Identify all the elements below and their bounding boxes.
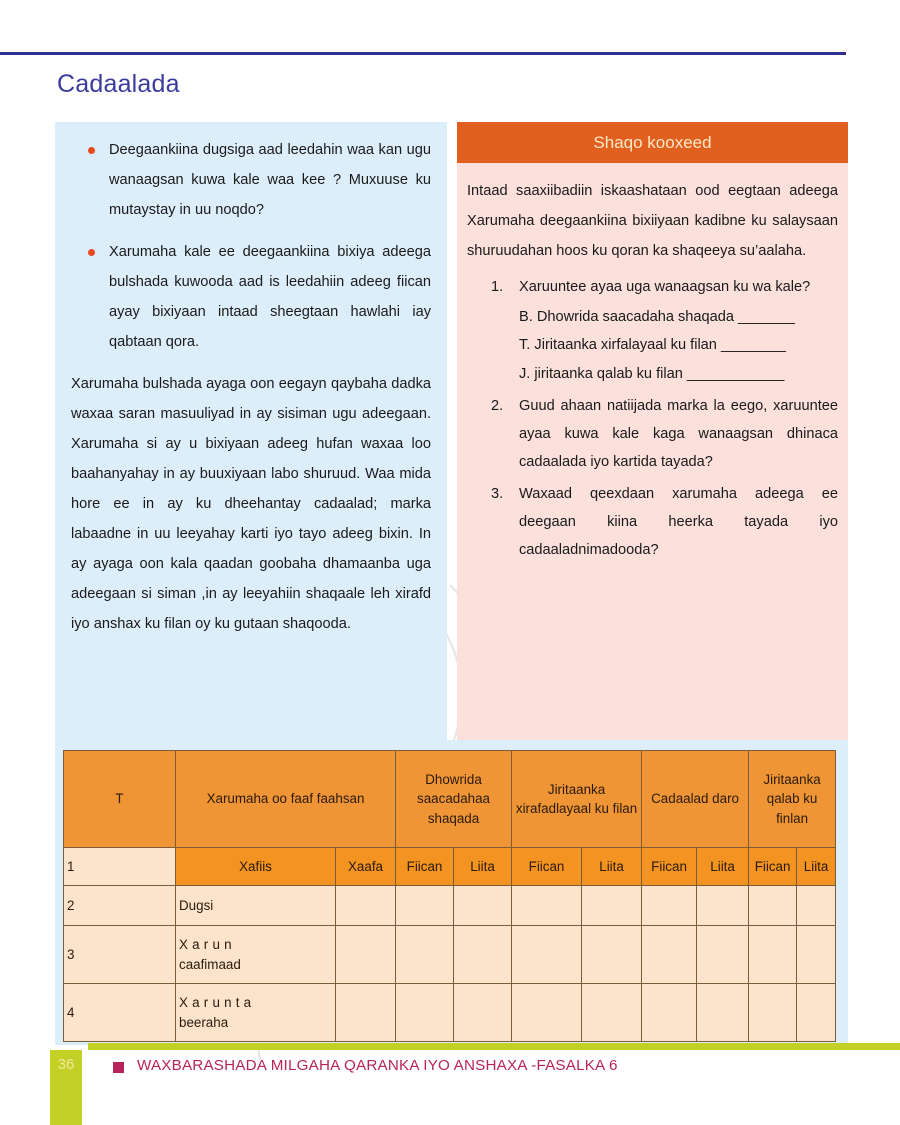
table-input-cell[interactable] bbox=[697, 926, 749, 984]
group-work-header: Shaqo kooxeed bbox=[457, 122, 848, 163]
table-input-cell[interactable] bbox=[797, 886, 836, 926]
row-index: 4 bbox=[64, 984, 176, 1042]
option-item: B. Dhowrida saacadaha shaqada _______ bbox=[519, 308, 795, 325]
evaluation-table-wrapper bbox=[63, 750, 835, 1042]
table-input-cell[interactable] bbox=[454, 886, 512, 926]
question-number: 3. bbox=[491, 486, 504, 503]
list-item bbox=[467, 273, 838, 388]
left-body-paragraph: Xarumaha bulshada ayaga oon eegayn qaybaha dadka waxaa saran masuuliyad in ay sisiman ugu adeegaan. Xarumaha si ay u bixiyaan adeeg hufan waxaa loo baahanyahay in ay buuxiyaan labo shuruud. Waa mida hore ee in ay ku dheehantay cadaalad; marka labaadne in uu leeyahay karti iyo tayo adeeg bixin. In ay ayaga oon kala qaadan goobaha dhamaanba uga adeegaan si siman ,in ay leeyahiin shaqaale leh xirafd iyo anshax ku filan oy ku gutaan shaqooda. bbox=[71, 376, 431, 632]
footer-square-icon bbox=[113, 1062, 124, 1073]
table-header-cell: Jiritaanka xirafadlayaal ku filan bbox=[512, 751, 642, 848]
table-input-cell[interactable] bbox=[336, 926, 396, 984]
row-label-line2: beeraha bbox=[179, 1014, 229, 1030]
table-input-cell[interactable] bbox=[454, 984, 512, 1042]
table-input-cell[interactable] bbox=[749, 926, 797, 984]
row-label-line2: caafimaad bbox=[179, 956, 241, 972]
table-subheader-cell: Fiican bbox=[512, 848, 582, 886]
row-index: 1 bbox=[64, 848, 176, 886]
table-input-cell[interactable] bbox=[642, 926, 697, 984]
group-work-intro: Intaad saaxiibadiin iskaashataan ood eegtaan adeega Xarumaha deegaankiina bixiiyaan kadibne ku salaysaan shuruudahan hoos ku qoran ka shaqeeya su’aalaha. bbox=[467, 183, 838, 259]
table-input-cell[interactable] bbox=[396, 886, 454, 926]
question-options bbox=[519, 303, 838, 388]
row-label-line1: Xarun bbox=[179, 937, 236, 953]
question-number: 2. bbox=[491, 398, 504, 415]
table-input-cell[interactable] bbox=[396, 926, 454, 984]
table-input-cell[interactable] bbox=[512, 886, 582, 926]
option-item: J. jiritaanka qalab ku filan ____________ bbox=[519, 365, 785, 382]
question-text: Waxaad qeexdaan xarumaha adeega ee deegaan kiina heerka tayada iyo cadaaladnimadooda? bbox=[519, 486, 838, 559]
row-index: 2 bbox=[64, 886, 176, 926]
table-input-cell[interactable] bbox=[454, 926, 512, 984]
table-subheader-cell: Liita bbox=[697, 848, 749, 886]
table-input-cell[interactable] bbox=[336, 886, 396, 926]
table-input-cell[interactable] bbox=[336, 984, 396, 1042]
table-header-cell: Cadaalad daro bbox=[642, 751, 749, 848]
table-subheader-cell: Fiican bbox=[642, 848, 697, 886]
option-item: T. Jiritaanka xirfalayaal ku filan ________ bbox=[519, 337, 786, 354]
bullet-text: Deegaankiina dugsiga aad leedahin waa kan ugu wanaagsan kuwa kale waa kee ? Muxuuse ku mutaystay in uu noqdo? bbox=[109, 142, 431, 218]
table-input-cell[interactable] bbox=[582, 984, 642, 1042]
row-label-line1: Xarunta bbox=[179, 995, 256, 1011]
left-bullet-list bbox=[71, 136, 431, 357]
table-row bbox=[64, 984, 836, 1042]
table-input-cell[interactable] bbox=[642, 984, 697, 1042]
page-title: Cadaalada bbox=[57, 70, 180, 98]
footer-rule bbox=[88, 1043, 900, 1050]
row-label: Dugsi bbox=[176, 886, 336, 926]
table-input-cell[interactable] bbox=[582, 926, 642, 984]
table-subheader-cell: Liita bbox=[582, 848, 642, 886]
table-subheader-cell: Fiican bbox=[749, 848, 797, 886]
table-input-cell[interactable] bbox=[582, 886, 642, 926]
list-item bbox=[467, 480, 838, 564]
left-content-panel bbox=[55, 122, 447, 740]
table-input-cell[interactable] bbox=[749, 886, 797, 926]
list-item bbox=[467, 392, 838, 476]
question-number: 1. bbox=[491, 278, 504, 295]
table-subheader-cell: Xafiis bbox=[176, 848, 336, 886]
table-subheader-cell: Liita bbox=[797, 848, 836, 886]
bullet-dot-icon bbox=[88, 147, 95, 154]
table-subheader-cell: Xaafa bbox=[336, 848, 396, 886]
table-input-cell[interactable] bbox=[797, 926, 836, 984]
question-list bbox=[467, 273, 838, 564]
table-header-cell: T bbox=[64, 751, 176, 848]
group-work-body bbox=[457, 163, 848, 564]
row-label bbox=[176, 926, 336, 984]
row-index: 3 bbox=[64, 926, 176, 984]
table-input-cell[interactable] bbox=[697, 984, 749, 1042]
bullet-text: Xarumaha kale ee deegaankiina bixiya adeega bulshada kuwooda aad is leedahiin adeeg fiican ayay bixiyaan intaad sheegtaan hawlahi iay qabtaan qora. bbox=[109, 244, 431, 350]
question-text: Xaruuntee ayaa uga wanaagsan ku wa kale? bbox=[519, 278, 811, 295]
table-row bbox=[64, 926, 836, 984]
page-number: 36 bbox=[57, 1056, 75, 1073]
table-input-cell[interactable] bbox=[697, 886, 749, 926]
table-input-cell[interactable] bbox=[396, 984, 454, 1042]
group-work-panel bbox=[457, 122, 848, 740]
table-row bbox=[64, 886, 836, 926]
table-input-cell[interactable] bbox=[797, 984, 836, 1042]
list-item bbox=[71, 238, 431, 357]
table-input-cell[interactable] bbox=[642, 886, 697, 926]
list-item bbox=[71, 136, 431, 225]
table-header-cell: Xarumaha oo faaf faahsan bbox=[176, 751, 396, 848]
footer-title: WAXBARASHADA MILGAHA QARANKA IYO ANSHAXA -FASALKA 6 bbox=[137, 1057, 618, 1074]
question-text: Guud ahaan natiijada marka la eego, xaruuntee ayaa kuwa kale kaga wanaagsan dhinaca cadaalada iyo kartida tayada? bbox=[519, 398, 838, 471]
table-input-cell[interactable] bbox=[749, 984, 797, 1042]
table-header-cell: Dhowrida saacadahaa shaqada bbox=[396, 751, 512, 848]
table-input-cell[interactable] bbox=[512, 926, 582, 984]
table-input-cell[interactable] bbox=[512, 984, 582, 1042]
table-header-cell: Jiritaanka qalab ku finlan bbox=[749, 751, 836, 848]
row-label bbox=[176, 984, 336, 1042]
evaluation-table bbox=[63, 750, 836, 1042]
top-divider-rule bbox=[0, 52, 846, 55]
table-subheader-cell: Fiican bbox=[396, 848, 454, 886]
table-subheader-cell: Liita bbox=[454, 848, 512, 886]
table-row bbox=[64, 848, 836, 886]
table-header-row bbox=[64, 751, 836, 848]
bullet-dot-icon bbox=[88, 249, 95, 256]
